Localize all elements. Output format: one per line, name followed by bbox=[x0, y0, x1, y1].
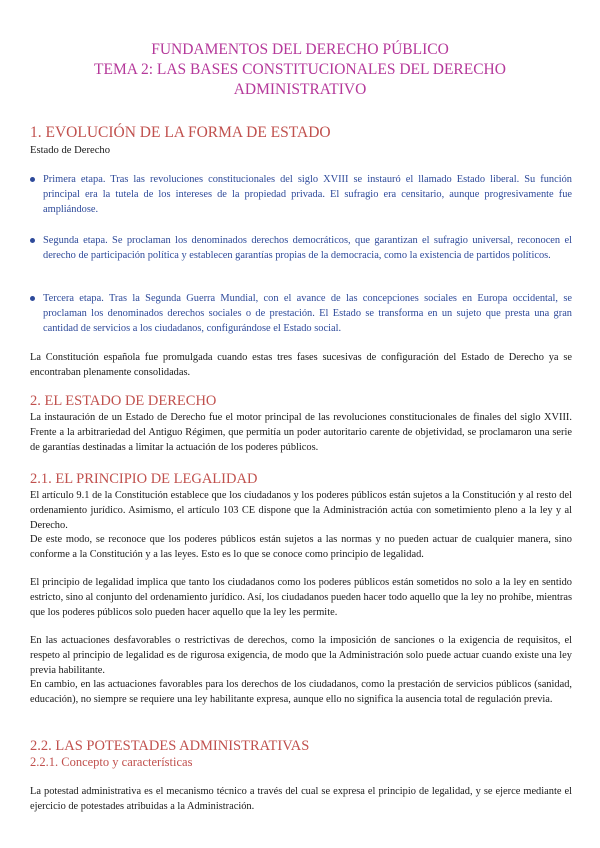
section-2-intro: La instauración de un Estado de Derecho fue el motor principal de las revoluciones constitucionales de finales del siglo XVIII. Frente a la arbitrariedad del Antiguo Régimen, que permitía un poder autoritario carente de objetividad, se proclamaron una serie de garantías destinadas a limitar la actuación de los poderes públicos. bbox=[30, 412, 572, 453]
bullet-icon bbox=[30, 177, 35, 182]
title-line-1: FUNDAMENTOS DEL DERECHO PÚBLICO bbox=[151, 41, 449, 58]
section-2-1-paragraph-4: En las actuaciones desfavorables o restrictivas de derechos, como la imposición de sanciones o la exigencia de requisitos, el respeto al principio de legalidad es de rigurosa exigencia, de modo que la Administración solo puede actuar cuando existe una ley previa habilitante. bbox=[30, 635, 572, 676]
document-title bbox=[0, 40, 600, 100]
section-2-1-paragraph-5: En cambio, en las actuaciones favorables para los derechos de los ciudadanos, como la prestación de servicios públicos (sanidad, educación), no siempre se requiere una ley habilitante expresa, aunque ello no significa la ausencia total de regulación previa. bbox=[30, 679, 572, 705]
section-2-2-1-heading: 2.2.1. Concepto y características bbox=[30, 755, 193, 769]
section-2-2-paragraph-1: La potestad administrativa es el mecanismo técnico a través del cual se expresa el principio de legalidad, y se ejerce mediante el ejercicio de potestades atribuidas a la Administración. bbox=[30, 786, 572, 812]
bullet-icon bbox=[30, 238, 35, 243]
title-line-3: ADMINISTRATIVO bbox=[233, 81, 367, 98]
section-2-2-heading: 2.2. LAS POTESTADES ADMINISTRATIVAS bbox=[30, 738, 310, 754]
section-2-1-heading: 2.1. EL PRINCIPIO DE LEGALIDAD bbox=[30, 471, 258, 487]
title-line-2: TEMA 2: LAS BASES CONSTITUCIONALES DEL DERECHO bbox=[94, 61, 506, 78]
section-1-closing: La Constitución española fue promulgada cuando estas tres fases sucesivas de configuración del Estado de Derecho ya se encontraban plenamente consolidadas. bbox=[30, 352, 572, 378]
section-2-1-paragraph-3: El principio de legalidad implica que tanto los ciudadanos como los poderes públicos están sometidos no solo a la ley en sentido estricto, sino al conjunto del ordenamiento jurídico. Así, los ciudadanos pueden hacer todo aquello que la ley no prohíbe, mientras que los poderes públicos solo pueden hacer aquello que la ley les permite. bbox=[30, 577, 572, 618]
section-2-1-paragraph-2: De este modo, se reconoce que los poderes públicos están sujetos a las normas y no pueden actuar de cualquier manera, sino conforme a la Constitución y a las leyes. Esto es lo que se conoce como principio de legalidad. bbox=[30, 534, 572, 560]
section-1-subheading: Estado de Derecho bbox=[30, 145, 111, 156]
section-2-1-paragraph-1: El artículo 9.1 de la Constitución establece que los ciudadanos y los poderes públicos están sujetos a la Constitución y al resto del ordenamiento jurídico. Asimismo, el artículo 103 CE dispone que la Administración actúa con sometimiento pleno a la ley y al Derecho. bbox=[30, 490, 572, 531]
bullet-icon bbox=[30, 296, 35, 301]
section-2-heading: 2. EL ESTADO DE DERECHO bbox=[30, 393, 217, 409]
bullet-text: Segunda etapa. Se proclaman los denominados derechos democráticos, que garantizan el sufragio universal, reconocen el derecho de participación política y establecen garantías propias de la democracia, como la existencia de partidos políticos. bbox=[43, 235, 572, 261]
bullet-text: Primera etapa. Tras las revoluciones constitucionales del siglo XVIII se instauró el llamado Estado liberal. Su función principal era la tutela de los intereses de la propiedad privada. El sufragio era censitario, aunque progresivamente fue ampliándose. bbox=[43, 174, 572, 215]
section-1-heading: 1. EVOLUCIÓN DE LA FORMA DE ESTADO bbox=[30, 124, 331, 141]
bullet-text: Tercera etapa. Tras la Segunda Guerra Mundial, con el avance de las concepciones sociales en Europa occidental, se proclaman los denominados derechos sociales o de prestación. El Estado se transforma en un sujeto que presta una gran cantidad de servicios a los ciudadanos, configurándose el Estado social. bbox=[43, 293, 572, 334]
